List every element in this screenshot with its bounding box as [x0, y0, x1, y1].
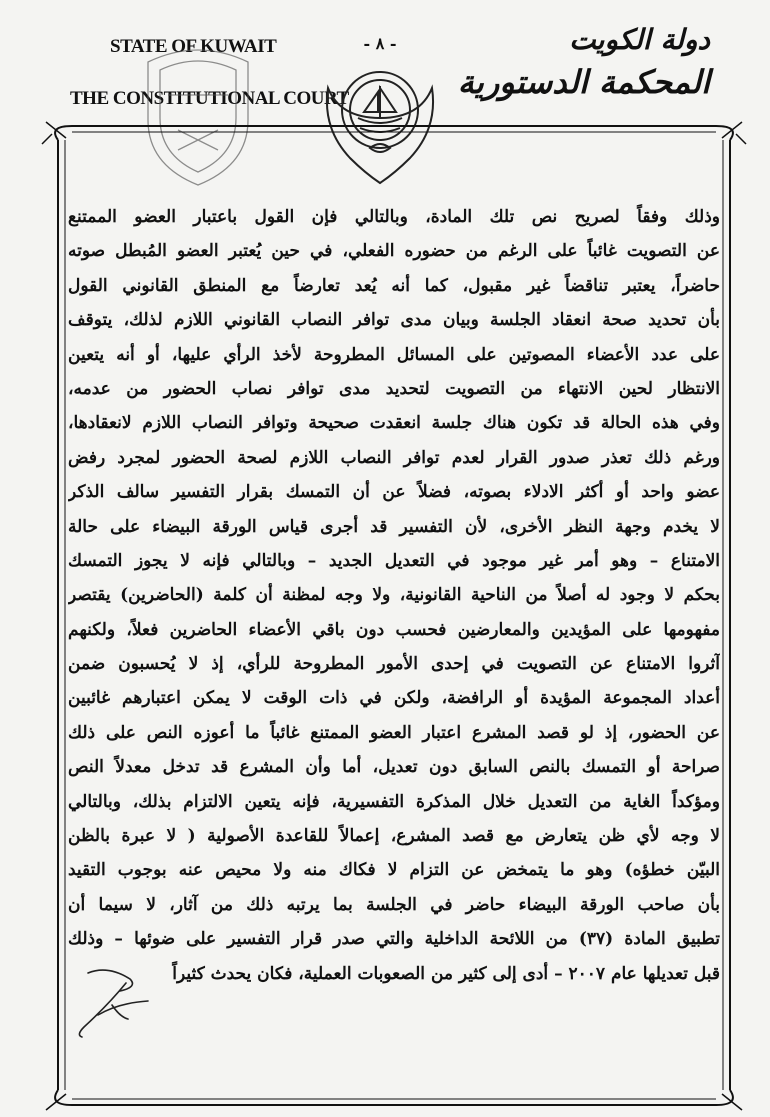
arabic-letterhead — [457, 20, 710, 104]
text-line: بحكم لا وجود له أصلاً من الناحية القانونية، ولا وجه لمظنة أن كلمة (الحاضرين) يقتصر — [68, 585, 720, 606]
text-line: وذلك وفقاً لصريح نص تلك المادة، وبالتالي فإن القول باعتبار العضو الممتنع — [68, 207, 720, 227]
signature-icon — [68, 965, 163, 1040]
text-line: الانتظار لحين الانتهاء من التصويت لتحديد مدى توافر نصاب الحضور من عدمه، — [68, 378, 720, 399]
text-line: عضو واحد أو أكثر الادلاء بصوته، فضلاً عن أن التمسك بقرار التفسير سالف الذكر — [68, 482, 720, 503]
constitutional-court-arabic: المحكمة الدستورية — [457, 63, 710, 101]
text-line: تطبيق المادة (٣٧) من اللائحة الداخلية والتي صدر قرار التفسير على ضوئها – وذلك — [68, 929, 720, 950]
text-line: عن التصويت غائباً على الرغم من حضوره الفعلي، في حين يُعتبر العضو المُبطل صوته — [68, 241, 720, 262]
text-line: صراحة أو التمسك بالنص السابق دون تعديل، أما وأن المشرع قد تدخل معدلاً النص — [68, 757, 720, 778]
state-of-kuwait-text: STATE OF KUWAIT — [110, 36, 277, 57]
text-line: لا يخدم وجهة النظر الأخرى، لأن التفسير قد أجرى قياس الورقة البيضاء على حالة — [68, 516, 720, 537]
text-line: أعداد المجموعة المؤيدة أو الرافضة، ولكن في ذات الوقت لا يمكن اعتبارهم غائبين — [68, 688, 720, 709]
text-line: عن الحضور، إذ لو قصد المشرع اعتبار العضو الممتنع غائباً ما أعوزه النص على ذلك — [68, 722, 720, 743]
state-of-kuwait-arabic: دولة الكويت — [569, 23, 710, 56]
text-line: على عدد الأعضاء المصوتين على المسائل المطروحة لأخذ الرأي عليها، أو أنه يتعين — [68, 344, 720, 365]
text-line: الامتناع – وهو أمر غير موجود في التعديل الجديد – وبالتالي فإنه لا يجوز التمسك — [68, 550, 720, 571]
text-line: بأن تحديد صحة انعقاد الجلسة وبيان مدى توافر النصاب القانوني اللازم لذلك، يتوقف — [68, 310, 720, 331]
text-line: قبل تعديلها عام ٢٠٠٧ – أدى إلى كثير من الصعوبات العملية، فكان يحدث كثيراً — [172, 963, 720, 984]
text-line: مفهومها على المؤيدين والمعارضين فحسب دون باقي الأعضاء الحاضرين فعلاً، ولكنهم — [68, 619, 720, 640]
body-text — [68, 200, 720, 991]
text-line: آثروا الامتناع عن التصويت في إحدى الأمور المطروحة للرأي، إذ لا يُحسبون ضمن — [68, 654, 720, 675]
text-line: وفي هذه الحالة قد تكون هناك جلسة انعقدت صحيحة وتوافر النصاب اللازم لانعقادها، — [68, 413, 720, 434]
text-line: لا وجه لأي ظن يتعارض مع قصد المشرع، إعمالاً للقاعدة الأصولية ( لا عبرة بالظن — [68, 826, 720, 847]
constitutional-court-text: THE CONSTITUTIONAL COURT — [70, 88, 349, 109]
page-number: - ٨ - — [363, 34, 397, 53]
text-line: حاضراً، يعتبر تناقضاً غير مقبول، كما أنه يُعد تعارضاً مع المنطق القانوني القول — [68, 275, 720, 296]
text-line: ومؤكداً الغاية من التعديل خلال المذكرة التفسيرية، فإنه يتعين الالتزام بذلك، وبالتالي — [68, 791, 720, 812]
text-line: البيّن خطؤه) وهو ما يتمخض عن التزام لا فكاك منه ولا محيص عنه بوجوب التقيد — [68, 860, 720, 881]
text-line: بأن صاحب الورقة البيضاء حاضر في الجلسة بما يرتبه ذلك من آثار، لا سيما أن — [68, 894, 720, 915]
text-line: ورغم ذلك تعذر صدور القرار لعدم توافر النصاب اللازم لصحة الحضور لمجرد رفض — [68, 447, 720, 468]
